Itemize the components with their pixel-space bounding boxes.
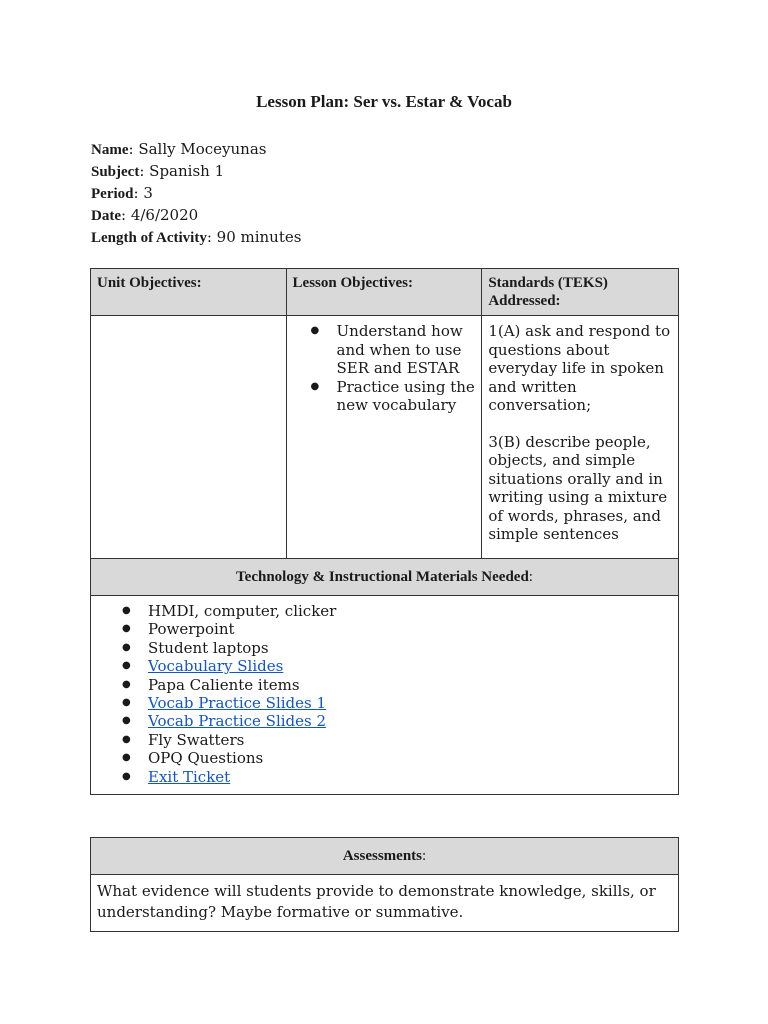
material-text: Powerpoint [148, 620, 235, 639]
material-item[interactable] [148, 657, 672, 675]
material-item [148, 639, 672, 657]
assessments-body-row [91, 875, 679, 932]
objectives-body-row [91, 316, 679, 569]
assessments-header [91, 838, 679, 875]
list-item: ● Practice using the new vocabulary [337, 378, 476, 415]
materials-header-row [91, 559, 679, 596]
page-title: Lesson Plan: Ser vs. Estar & Vocab [256, 92, 512, 111]
standard-3b: 3(B) describe people, objects, and simple situations orally and in writing using a mixture of words, phrases, and simple sentences [488, 432, 668, 543]
materials-header-text: Technology & Instructional Materials Needed [236, 568, 529, 585]
material-text: OPQ Questions [148, 749, 264, 768]
list-item: ● Understand how and when to use SER and ESTAR [337, 322, 476, 378]
materials-table [90, 558, 679, 795]
materials-list [97, 602, 672, 786]
info-subject-value: : Spanish 1 [139, 162, 225, 180]
material-item [148, 731, 672, 749]
material-text: Fly Swatters [148, 730, 245, 749]
assessments-header-colon: : [422, 847, 427, 864]
objectives-table [90, 268, 679, 569]
material-text: Student laptops [148, 638, 269, 657]
lesson-info [91, 139, 301, 249]
material-text: Papa Caliente items [148, 675, 300, 694]
assessments-cell[interactable]: What evidence will students provide to demonstrate knowledge, skills, or understanding? Maybe formative or summative. [91, 875, 679, 932]
material-link[interactable]: Vocabulary Slides [148, 657, 284, 676]
info-date-label: Date [91, 208, 121, 224]
material-item[interactable] [148, 712, 672, 730]
info-subject [91, 161, 301, 183]
material-link[interactable]: Vocab Practice Slides 1 [148, 694, 327, 713]
info-date [91, 205, 301, 227]
material-link[interactable]: Vocab Practice Slides 2 [148, 712, 327, 731]
material-item [148, 676, 672, 694]
material-item [148, 749, 672, 767]
assessments-header-row [91, 838, 679, 875]
materials-header-colon: : [528, 568, 533, 585]
info-length-value: : 90 minutes [206, 228, 302, 246]
material-item [148, 602, 672, 620]
lesson-objectives-header: Lesson Objectives: [286, 269, 482, 316]
info-length [91, 227, 301, 249]
lesson-objectives-list [293, 322, 476, 415]
material-link[interactable]: Exit Ticket [148, 767, 231, 786]
material-item[interactable] [148, 768, 672, 786]
unit-objectives-header: Unit Objectives: [91, 269, 287, 316]
info-length-label: Length of Activity [91, 230, 207, 246]
material-item[interactable] [148, 694, 672, 712]
info-period-value: : 3 [133, 184, 153, 202]
info-name [91, 139, 301, 161]
info-subject-label: Subject [91, 164, 140, 180]
info-period [91, 183, 301, 205]
material-item [148, 620, 672, 638]
material-text: HMDI, computer, clicker [148, 602, 337, 620]
unit-objectives-cell[interactable] [91, 316, 287, 569]
assessments-header-text: Assessments [342, 847, 422, 864]
materials-header [91, 559, 679, 596]
info-name-label: Name [91, 142, 129, 158]
lesson-objectives-cell[interactable] [286, 316, 482, 569]
standards-header: Standards (TEKS) Addressed: [482, 269, 679, 316]
info-name-value: : Sally Moceyunas [128, 140, 267, 158]
assessments-table [90, 837, 679, 932]
standard-1a: 1(A) ask and respond to questions about everyday life in spoken and written conversation; [488, 322, 671, 414]
materials-cell[interactable] [91, 596, 679, 795]
objectives-header-row [91, 269, 679, 316]
info-period-label: Period [91, 186, 134, 202]
standards-cell[interactable] [482, 316, 679, 569]
materials-body-row [91, 596, 679, 795]
info-date-value: : 4/6/2020 [121, 206, 199, 224]
